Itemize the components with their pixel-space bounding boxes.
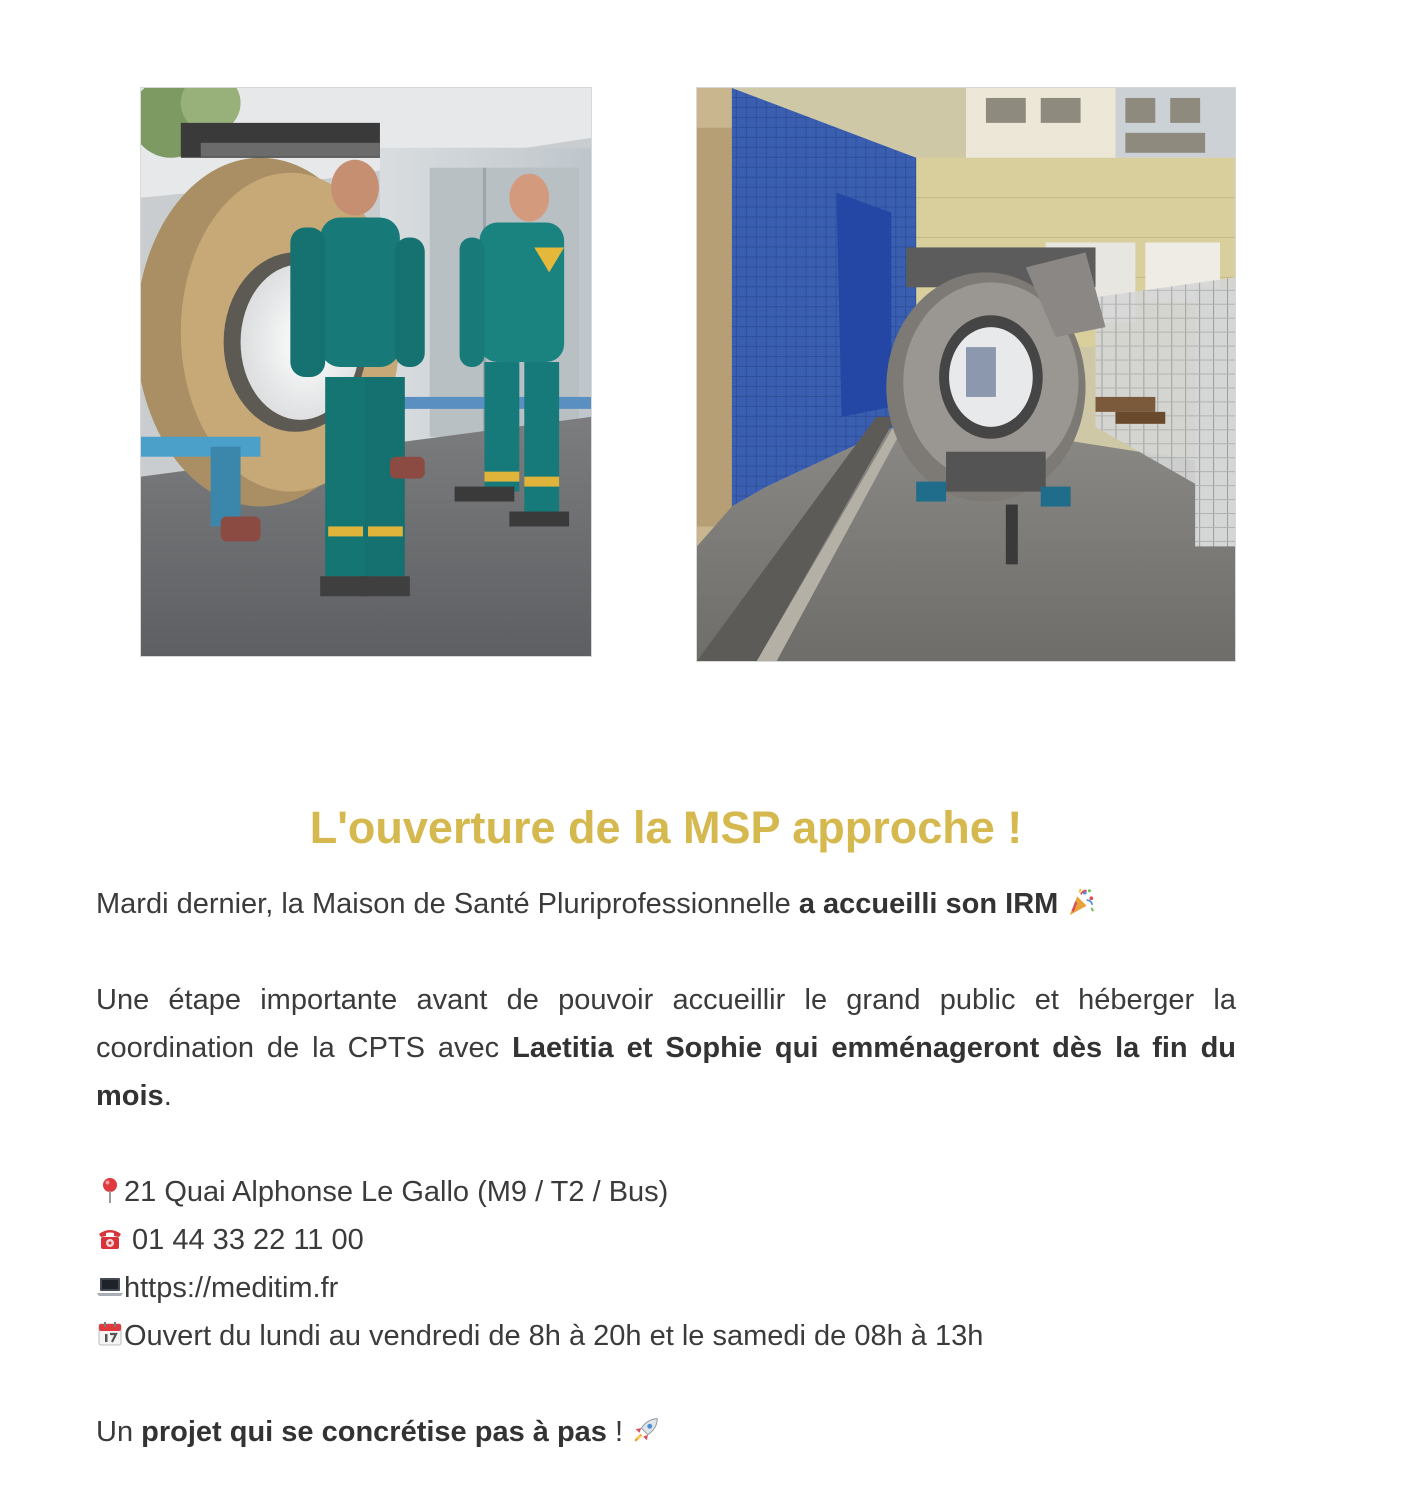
laptop-icon [96,1272,124,1300]
coordination-end: . [163,1080,172,1112]
phone-number[interactable]: 01 44 33 22 11 00 [124,1224,364,1256]
mri-delivery-workers-photo [140,87,592,657]
coordination-paragraph [96,976,1236,1120]
coordination-text: Une étape importante avant de pouvoir accueillir le grand public et héberger la coordination de la CPTS avec [96,984,1236,1064]
closing-end: ! [606,1416,632,1448]
hours-line [96,1312,1236,1360]
closing-start: Un [96,1416,142,1448]
address-text: 21 Quai Alphonse Le Gallo (M9 / T2 / Bus) [124,1176,669,1208]
closing-bold: projet qui se concrétise pas à pas [141,1416,607,1448]
opening-hours-text: Ouvert du lundi au vendredi de 8h à 20h et le samedi de 08h à 13h [124,1320,984,1352]
article-body [96,880,1236,1456]
intro-paragraph [96,880,1236,928]
address-line [96,1168,1236,1216]
calendar-icon [96,1320,124,1348]
mri-machine-courtyard-photo [696,87,1236,662]
round-pushpin-icon [96,1176,124,1204]
coordination-bold: Laetitia et Sophie qui emménageront dès la fin du mois [96,1032,1237,1112]
closing-paragraph [96,1408,1236,1456]
article-title: L'ouverture de la MSP approche ! [309,802,1023,853]
intro-text: Mardi dernier, la Maison de Santé Pluriprofessionnelle [96,888,799,920]
website-link[interactable]: https://meditim.fr [124,1272,339,1304]
intro-bold: a accueilli son IRM [798,888,1059,920]
party-popper-icon [1066,887,1096,917]
phone-line [96,1216,1236,1264]
rocket-icon [631,1415,661,1445]
website-line [96,1264,1236,1312]
telephone-icon [96,1224,124,1252]
